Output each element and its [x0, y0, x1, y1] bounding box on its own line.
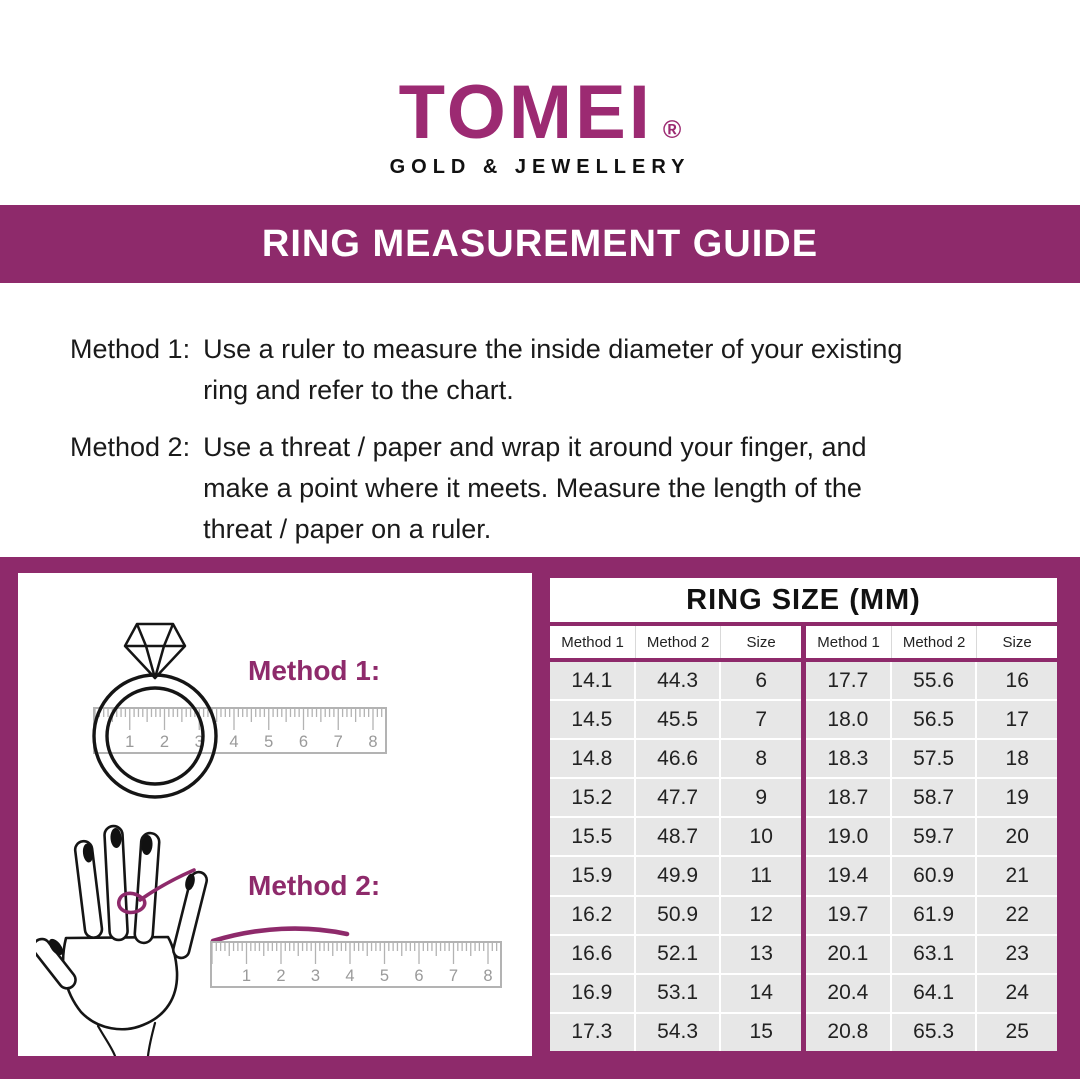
table-cell: 12	[721, 897, 801, 934]
diagram-panel	[18, 573, 532, 1056]
table-cell: 17	[977, 701, 1057, 738]
table-cell: 52.1	[636, 936, 720, 973]
brand-wordmark: TOMEI	[398, 69, 653, 155]
table-cell: 15	[721, 1014, 801, 1051]
table-cell: 59.7	[892, 818, 976, 855]
table-cell: 20.8	[806, 1014, 890, 1051]
column-header: Method 2	[891, 626, 976, 658]
table-body-right	[806, 662, 1057, 1051]
ruler-number: 7	[333, 733, 343, 751]
method1-instruction-label: Method 1:	[70, 334, 191, 364]
table-cell: 11	[721, 857, 801, 894]
table-cell: 58.7	[892, 779, 976, 816]
ruler-illustration-method2	[210, 941, 502, 988]
table-cell: 20	[977, 818, 1057, 855]
ruler-number: 5	[379, 967, 390, 985]
column-header: Method 1	[561, 633, 624, 651]
table-cell: 10	[721, 818, 801, 855]
table-cell: 47.7	[636, 779, 720, 816]
column-header: Method 2	[635, 626, 720, 658]
table-cell: 17.7	[806, 662, 890, 699]
table-cell: 49.9	[636, 857, 720, 894]
table-cell: 22	[977, 897, 1057, 934]
bottom-section	[0, 557, 1080, 1079]
ruler-number: 1	[125, 733, 135, 751]
table-cell: 19.0	[806, 818, 890, 855]
column-header: Size	[720, 626, 801, 658]
method2-instruction	[70, 427, 1010, 550]
table-cell: 44.3	[636, 662, 720, 699]
table-cell: 17.3	[550, 1014, 634, 1051]
table-cell: 20.1	[806, 936, 890, 973]
ruler-number: 7	[448, 967, 459, 985]
table-cell: 18.7	[806, 779, 890, 816]
table-cell: 13	[721, 936, 801, 973]
table-cell: 60.9	[892, 857, 976, 894]
ruler-number: 8	[368, 733, 378, 751]
table-cell: 9	[721, 779, 801, 816]
method1-instruction-text: Use a ruler to measure the inside diameter of your existing ring and refer to the chart.	[203, 334, 903, 406]
ruler-number: 5	[264, 733, 274, 751]
hand-illustration	[36, 816, 211, 1056]
ring-illustration	[88, 618, 228, 808]
ruler-number: 3	[194, 733, 204, 751]
registered-trademark-symbol: ®	[662, 116, 682, 144]
table-cell: 16.6	[550, 936, 634, 973]
table-cell: 21	[977, 857, 1057, 894]
table-cell: 16.9	[550, 975, 634, 1012]
table-cell: 23	[977, 936, 1057, 973]
table-cell: 15.9	[550, 857, 634, 894]
brand-logo	[398, 69, 682, 155]
column-header: Method 1	[817, 633, 880, 651]
table-cell: 19	[977, 779, 1057, 816]
table-cell: 8	[721, 740, 801, 777]
table-cell: 19.7	[806, 897, 890, 934]
table-cell: 50.9	[636, 897, 720, 934]
ruler-number: 4	[229, 733, 239, 751]
method2-instruction-label: Method 2:	[70, 432, 191, 463]
table-cell: 64.1	[892, 975, 976, 1012]
table-cell: 24	[977, 975, 1057, 1012]
logo-section	[0, 0, 1080, 205]
table-cell: 18.3	[806, 740, 890, 777]
ruler-number: 8	[483, 967, 493, 985]
table-cell: 14.8	[550, 740, 634, 777]
table-cell: 65.3	[892, 1014, 976, 1051]
ruler-number: 2	[276, 967, 286, 985]
table-cell: 56.5	[892, 701, 976, 738]
table-cell: 15.5	[550, 818, 634, 855]
brand-tagline: GOLD & JEWELLERY	[389, 156, 691, 178]
table-title: RING SIZE (MM)	[550, 578, 1057, 622]
table-cell: 6	[721, 662, 801, 699]
table-cell: 19.4	[806, 857, 890, 894]
table-cell: 18	[977, 740, 1057, 777]
ruler-number: 2	[159, 733, 170, 751]
ring-size-table	[545, 573, 1062, 1056]
table-header-right	[806, 626, 1057, 658]
table-cell: 16.2	[550, 897, 634, 934]
table-cell: 18.0	[806, 701, 890, 738]
table-cell: 46.6	[636, 740, 720, 777]
table-cell: 14	[721, 975, 801, 1012]
table-cell: 14.1	[550, 662, 634, 699]
ruler-number: 1	[241, 967, 252, 985]
table-cell: 7	[721, 701, 801, 738]
table-cell: 15.2	[550, 779, 634, 816]
table-cell: 53.1	[636, 975, 720, 1012]
table-cell: 45.5	[636, 701, 720, 738]
table-cell: 61.9	[892, 897, 976, 934]
table-header-left	[550, 626, 801, 658]
table-cell: 63.1	[892, 936, 976, 973]
instructions-section	[0, 283, 1080, 550]
method1-instruction	[70, 329, 1010, 411]
table-cell: 20.4	[806, 975, 890, 1012]
column-header: Size	[976, 626, 1057, 658]
table-cell: 57.5	[892, 740, 976, 777]
table-body-left	[550, 662, 801, 1051]
page-title: RING MEASUREMENT GUIDE	[261, 222, 819, 265]
title-banner	[0, 205, 1080, 283]
method2-diagram-label: Method 2:	[248, 870, 381, 901]
method1-diagram-label: Method 1:	[248, 655, 381, 686]
table-body	[550, 662, 1057, 1051]
table-cell: 48.7	[636, 818, 720, 855]
table-cell: 54.3	[636, 1014, 720, 1051]
ruler-number: 6	[298, 733, 309, 751]
table-cell: 55.6	[892, 662, 976, 699]
table-cell: 14.5	[550, 701, 634, 738]
ruler-number: 3	[310, 967, 321, 985]
ruler-number: 4	[345, 967, 355, 985]
ruler-number: 6	[414, 967, 424, 985]
table-header-row	[550, 626, 1057, 658]
table-cell: 16	[977, 662, 1057, 699]
table-cell: 25	[977, 1014, 1057, 1051]
method2-instruction-text: Use a threat / paper and wrap it around your finger, and make a point where it meets. Measure the length of the threat / paper on a ruler.	[203, 432, 867, 545]
